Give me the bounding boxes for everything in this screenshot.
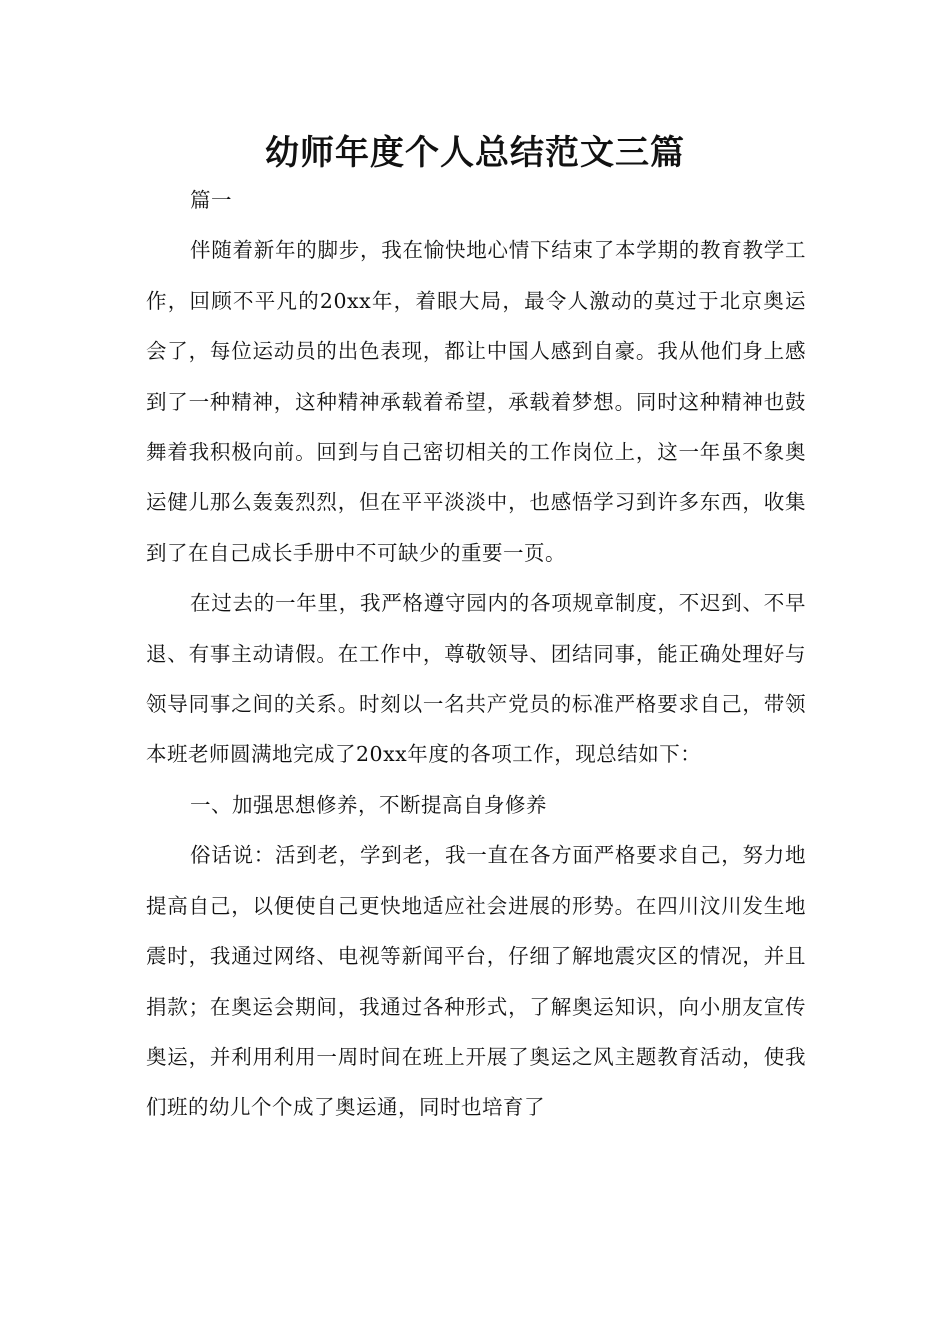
paragraph: 在过去的一年里，我严格遵守园内的各项规章制度，不迟到、不早退、有事主动请假。在工作中，尊敬领导、团结同事，能正确处理好与领导同事之间的关系。时刻以一名共产党员的标准严格要求自己，带领本班老师圆满地完成了20xx年度的各项工作，现总结如下： xyxy=(146,591,806,767)
document-title: 幼师年度个人总结范文三篇 xyxy=(265,133,685,173)
paragraph: 伴随着新年的脚步，我在愉快地心情下结束了本学期的教育教学工作，回顾不平凡的20xx年，着眼大局，最令人激动的莫过于北京奥运会了，每位运动员的出色表现，都让中国人感到自豪。我从他们身上感到了一种精神，这种精神承载着希望，承载着梦想。同时这种精神也鼓舞着我积极向前。回到与自己密切相关的工作岗位上，这一年虽不象奥运健儿那么轰轰烈烈，但在平平淡淡中，也感悟学习到许多东西，收集到了在自己成长手册中不可缺少的重要一页。 xyxy=(146,238,806,565)
paragraph: 俗话说：活到老，学到老，我一直在各方面严格要求自己，努力地提高自己，以便使自己更快地适应社会进展的形势。在四川汶川发生地震时，我通过网络、电视等新闻平台，仔细了解地震灾区的情况，并且捐款；在奥运会期间，我通过各种形式，了解奥运知识，向小朋友宣传奥运，并利用利用一周时间在班上开展了奥运之风主题教育活动，使我们班的幼儿个个成了奥运通，同时也培育了 xyxy=(146,843,806,1120)
document-body xyxy=(146,175,806,1133)
section-heading: 一、加强思想修养，不断提高自身修养 xyxy=(190,792,547,817)
section-label: 篇一 xyxy=(190,188,232,212)
